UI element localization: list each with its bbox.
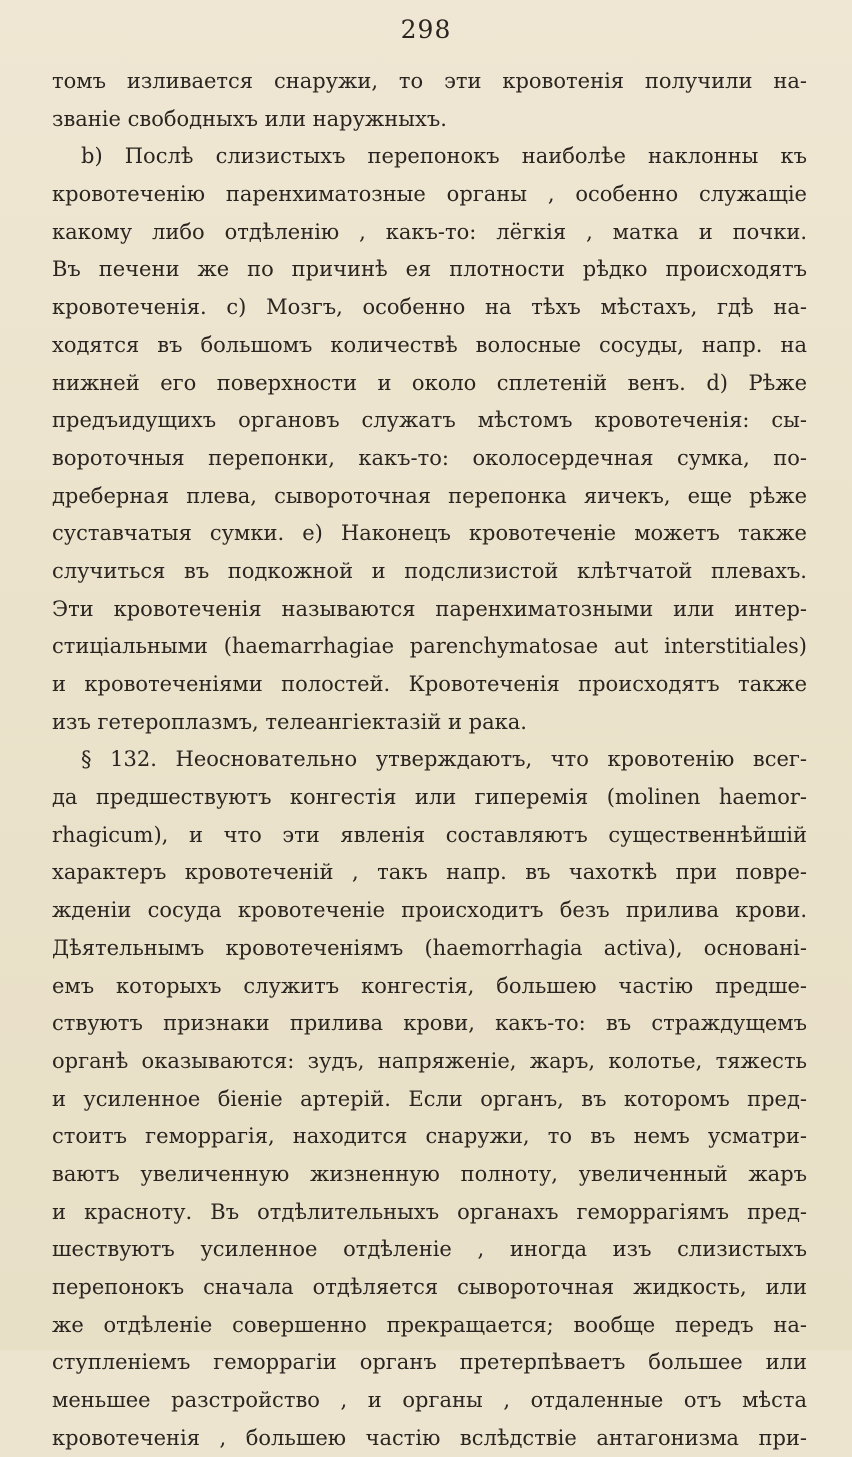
- text-line: и красноту. Въ отдѣлительныхъ органахъ геморрагіямъ пред-: [52, 1199, 807, 1224]
- text-line: томъ изливается снаружи, то эти кровотенія получили на-: [52, 69, 807, 93]
- text-line: суставчатыя сумки. е) Наконецъ кровотеченіе можетъ также: [52, 521, 807, 546]
- text-line: Дѣятельнымъ кровотеченіямъ (haemorrhagia activa), основані-: [52, 935, 807, 960]
- text-line: званіе свободныхъ или наружныхъ.: [52, 106, 447, 131]
- text-line: стоитъ геморрагія, находится снаружи, то въ немъ усматри-: [52, 1124, 807, 1149]
- text-line: стиціальными (haemarrhagiae parenchymatosae aut interstitiales): [52, 634, 807, 659]
- text-line: Въ печени же по причинѣ ея плотности рѣдко происходятъ: [52, 257, 807, 282]
- text-line: шествуютъ усиленное отдѣленіе , иногда изъ слизистыхъ: [52, 1237, 807, 1262]
- text-line: перепонокъ сначала отдѣляется сывороточная жидкость, или: [52, 1275, 807, 1299]
- text-line: кровотеченію паренхиматозные органы , особенно служащіе: [52, 182, 807, 207]
- text-line: нижней его поверхности и около сплетеній венъ. d) Рѣже: [52, 370, 807, 395]
- page-number: 298: [400, 15, 452, 44]
- text-line: ступленіемъ геморрагіи органъ претерпѣваетъ большее или: [52, 1350, 807, 1375]
- text-line: случиться въ подкожной и подслизистой клѣтчатой плевахъ.: [52, 558, 807, 583]
- text-line: какому либо отдѣленію , какъ-то: лёгкія , матка и почки.: [52, 219, 807, 244]
- text-line: органѣ оказываются: зудъ, напряженіе, жаръ, колотье, тяжесть: [52, 1048, 807, 1073]
- text-line: кровотеченія , большею частію вслѣдствіе антагонизма при-: [52, 1425, 807, 1450]
- text-line: предъидущихъ органовъ служатъ мѣстомъ кровотеченія: сы-: [52, 408, 807, 433]
- text-line: Эти кровотеченія называются паренхиматозными или интер-: [52, 596, 807, 621]
- text-line: b) Послѣ слизистыхъ перепонокъ наиболѣе наклонны къ: [81, 144, 807, 169]
- text-line: изъ гетероплазмъ, телеангіектазій и рака.: [52, 709, 527, 734]
- text-line: и усиленное біеніе артерій. Если органъ, въ которомъ пред-: [52, 1086, 807, 1111]
- text-line: и кровотеченіями полостей. Кровотеченія происходятъ также: [52, 672, 807, 696]
- text-line: § 132. Неосновательно утверждаютъ, что кровотенію всег-: [81, 747, 807, 772]
- text-line: да предшествуютъ конгестія или гиперемія (molinen haemor-: [52, 785, 807, 810]
- text-line: кровотеченія. с) Мозгъ, особенно на тѣхъ мѣстахъ, гдѣ на-: [52, 295, 807, 320]
- text-line: меньшее разстройство , и органы , отдаленные отъ мѣста: [52, 1388, 807, 1413]
- text-line: ваютъ увеличенную жизненную полноту, увеличенный жаръ: [52, 1161, 807, 1186]
- text-line: rhagicum), и что эти явленія составляютъ существеннѣйшій: [52, 822, 807, 847]
- text-line: дреберная плева, сывороточная перепонка яичекъ, еще рѣже: [52, 483, 807, 508]
- text-line: же отдѣленіе совершенно прекращается; вообще передъ на-: [52, 1312, 807, 1337]
- text-line: вороточныя перепонки, какъ-то: околосердечная сумка, по-: [52, 445, 807, 470]
- body-text: [52, 63, 807, 1457]
- text-line: емъ которыхъ служитъ конгестія, большею частію предше-: [52, 973, 807, 998]
- text-line: ствуютъ признаки прилива крови, какъ-то: въ страждущемъ: [52, 1011, 807, 1036]
- text-line: характеръ кровотеченій , такъ напр. въ чахоткѣ при повре-: [52, 860, 807, 885]
- text-line: жденіи сосуда кровотеченіе происходитъ безъ прилива крови.: [52, 898, 807, 923]
- text-line: ходятся въ большомъ количествѣ волосные сосуды, напр. на: [52, 332, 807, 357]
